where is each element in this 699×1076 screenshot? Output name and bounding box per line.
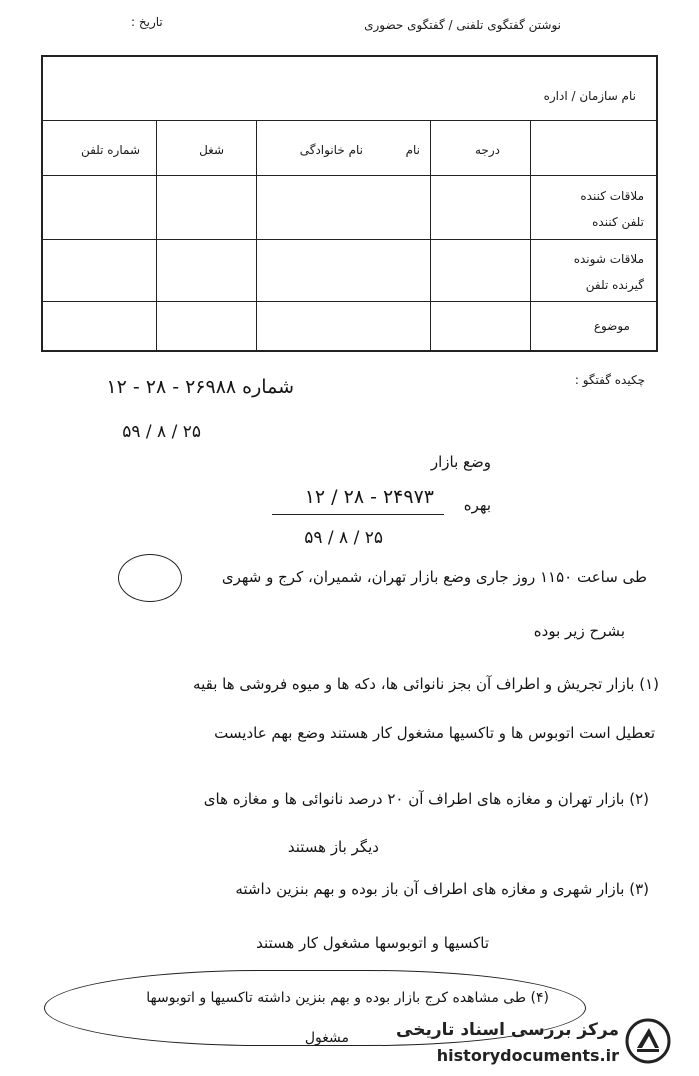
watermark-url: historydocuments.ir — [436, 1046, 619, 1065]
archive-logo-icon — [625, 1018, 671, 1064]
col-job: شغل — [199, 143, 224, 157]
item-3-line-1: (۳) بازار شهری و مغازه های اطراف آن باز بوده و بهم بنزین داشته — [235, 880, 649, 898]
intro-line-2: بشرح زیر بوده — [533, 622, 625, 640]
circled-word — [118, 554, 182, 602]
summary-label: چکیده گفتگو : — [574, 373, 645, 387]
table-divider — [530, 120, 531, 350]
reference-number-1: شماره ۲۶۹۸۸ - ۲۸ - ۱۲ — [106, 376, 294, 398]
reference-number-2: ۲۴۹۷۳ - ۲۸ / ۱۲ — [304, 486, 434, 508]
visit-form-table — [41, 55, 658, 352]
date-label: تاریخ : — [131, 15, 163, 29]
col-rank: درجه — [475, 143, 500, 157]
watermark — [13, 1012, 685, 1072]
item-4-line-2: مشغول — [304, 1030, 349, 1046]
subject-handwritten: وضع بازار — [430, 453, 491, 471]
table-divider — [43, 175, 656, 176]
reference-date-2: ۲۵ / ۸ / ۵۹ — [304, 528, 383, 548]
table-divider — [256, 120, 257, 350]
table-divider — [430, 120, 431, 350]
table-divider — [43, 120, 656, 121]
reference-label-2: بهره — [463, 496, 491, 514]
form-type-heading: نوشتن گفتگوی تلفنی / گفتگوی حضوری — [364, 18, 561, 32]
row-caller: تلفن کننده — [592, 215, 644, 229]
item-1-line-1: (۱) بازار تجریش و اطراف آن بجز نانوائی ها، دکه ها و میوه فروشی ها بقیه — [193, 675, 659, 693]
table-divider — [156, 120, 157, 350]
intro-line-1: طی ساعت ۱۱۵۰ روز جاری وضع بازار تهران، شمیران، کرج و شهری — [221, 568, 647, 586]
row-visitor: ملاقات کننده — [580, 189, 644, 203]
row-visited: ملاقات شونده — [573, 252, 644, 266]
col-phone: شماره تلفن — [80, 143, 140, 157]
org-label: نام سازمان / اداره — [543, 89, 636, 103]
item-4-line-1: (۴) طی مشاهده کرج بازار بوده و بهم بنزین داشته تاکسیها و اتوبوسها — [146, 990, 549, 1006]
item-3-line-2: تاکسیها و اتوبوسها مشغول کار هستند — [256, 934, 489, 952]
reference-date-1: ۲۵ / ۸ / ۵۹ — [122, 422, 201, 442]
item-2-line-1: (۲) بازار تهران و مغازه های اطراف آن ۲۰ درصد نانوائی ها و مغازه های — [203, 790, 649, 808]
item-2-line-2: دیگر باز هستند — [287, 838, 379, 856]
table-divider — [43, 301, 656, 302]
reference-underline — [272, 514, 444, 515]
row-receiver: گیرنده تلفن — [585, 278, 644, 292]
watermark-title: مرکز بررسی اسناد تاریخی — [396, 1020, 619, 1040]
col-family-name: نام خانوادگی — [299, 143, 363, 157]
row-subject: موضوع — [593, 319, 630, 333]
item-1-line-2: تعطیل است اتوبوس ها و تاکسیها مشغول کار هستند وضع بهم عادیست — [214, 724, 655, 742]
table-divider — [43, 239, 656, 240]
col-first-name: نام — [405, 143, 420, 157]
